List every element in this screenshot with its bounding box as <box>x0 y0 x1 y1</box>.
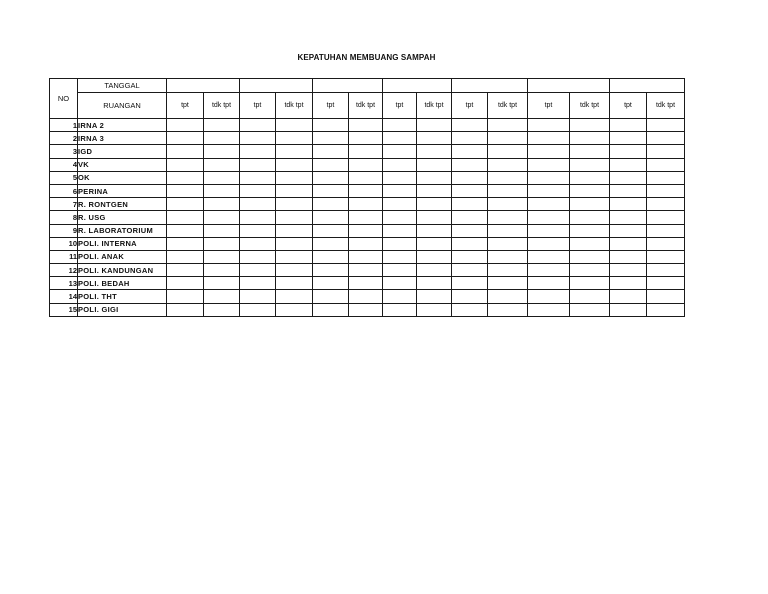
date-header-cell[interactable] <box>452 79 528 93</box>
cell-tdk-tpt[interactable] <box>276 198 313 211</box>
cell-tdk-tpt[interactable] <box>204 237 240 250</box>
header-ruangan: RUANGAN <box>78 93 167 119</box>
header-no: NO <box>50 79 78 119</box>
cell-tpt[interactable] <box>167 224 204 237</box>
cell-tpt[interactable] <box>610 198 647 211</box>
cell-tdk-tpt[interactable] <box>488 211 528 224</box>
cell-tdk-tpt[interactable] <box>570 250 610 263</box>
row-number: 4 <box>50 158 78 171</box>
date-header-cell[interactable] <box>313 79 383 93</box>
cell-tdk-tpt[interactable] <box>204 132 240 145</box>
row-number: 1 <box>50 119 78 132</box>
cell-tdk-tpt[interactable] <box>647 119 685 132</box>
row-number: 9 <box>50 224 78 237</box>
cell-tdk-tpt[interactable] <box>647 184 685 197</box>
cell-tdk-tpt[interactable] <box>417 198 452 211</box>
cell-tpt[interactable] <box>313 211 349 224</box>
cell-tpt[interactable] <box>452 158 488 171</box>
cell-tpt[interactable] <box>610 132 647 145</box>
table-row <box>50 158 685 171</box>
cell-tdk-tpt[interactable] <box>488 250 528 263</box>
cell-tpt[interactable] <box>167 119 204 132</box>
cell-tpt[interactable] <box>383 119 417 132</box>
table-row <box>50 171 685 184</box>
cell-tpt[interactable] <box>528 290 570 303</box>
cell-tpt[interactable] <box>610 145 647 158</box>
cell-tdk-tpt[interactable] <box>204 303 240 316</box>
cell-tdk-tpt[interactable] <box>349 290 383 303</box>
cell-tpt[interactable] <box>167 171 204 184</box>
header-row-tanggal <box>50 79 685 93</box>
room-name: IRNA 3 <box>78 132 167 145</box>
cell-tpt[interactable] <box>383 171 417 184</box>
row-number: 15 <box>50 303 78 316</box>
table-row <box>50 211 685 224</box>
cell-tdk-tpt[interactable] <box>349 237 383 250</box>
date-header-cell[interactable] <box>610 79 685 93</box>
row-number: 3 <box>50 145 78 158</box>
cell-tpt[interactable] <box>383 211 417 224</box>
cell-tpt[interactable] <box>167 158 204 171</box>
cell-tdk-tpt[interactable] <box>349 277 383 290</box>
cell-tpt[interactable] <box>528 158 570 171</box>
row-number: 11 <box>50 250 78 263</box>
cell-tpt[interactable] <box>528 119 570 132</box>
cell-tpt[interactable] <box>313 198 349 211</box>
room-name: PERINA <box>78 184 167 197</box>
cell-tdk-tpt[interactable] <box>204 158 240 171</box>
cell-tpt[interactable] <box>383 224 417 237</box>
cell-tdk-tpt[interactable] <box>276 145 313 158</box>
cell-tpt[interactable] <box>610 250 647 263</box>
room-name: POLI. BEDAH <box>78 277 167 290</box>
cell-tpt[interactable] <box>452 184 488 197</box>
cell-tdk-tpt[interactable] <box>349 119 383 132</box>
cell-tdk-tpt[interactable] <box>570 264 610 277</box>
cell-tdk-tpt[interactable] <box>349 171 383 184</box>
cell-tdk-tpt[interactable] <box>647 250 685 263</box>
cell-tdk-tpt[interactable] <box>417 277 452 290</box>
cell-tpt[interactable] <box>313 132 349 145</box>
cell-tpt[interactable] <box>452 211 488 224</box>
cell-tdk-tpt[interactable] <box>417 184 452 197</box>
header-tdk-tpt: tdk tpt <box>349 93 383 119</box>
header-tdk-tpt: tdk tpt <box>204 93 240 119</box>
cell-tdk-tpt[interactable] <box>647 198 685 211</box>
room-name: POLI. INTERNA <box>78 237 167 250</box>
cell-tdk-tpt[interactable] <box>276 119 313 132</box>
cell-tpt[interactable] <box>610 224 647 237</box>
header-tdk-tpt: tdk tpt <box>570 93 610 119</box>
cell-tpt[interactable] <box>383 303 417 316</box>
cell-tpt[interactable] <box>452 264 488 277</box>
cell-tpt[interactable] <box>383 132 417 145</box>
cell-tdk-tpt[interactable] <box>204 119 240 132</box>
row-number: 7 <box>50 198 78 211</box>
cell-tpt[interactable] <box>313 290 349 303</box>
cell-tdk-tpt[interactable] <box>276 290 313 303</box>
cell-tdk-tpt[interactable] <box>349 132 383 145</box>
cell-tdk-tpt[interactable] <box>276 237 313 250</box>
cell-tdk-tpt[interactable] <box>417 132 452 145</box>
cell-tdk-tpt[interactable] <box>417 171 452 184</box>
cell-tpt[interactable] <box>452 303 488 316</box>
cell-tdk-tpt[interactable] <box>417 119 452 132</box>
cell-tdk-tpt[interactable] <box>488 171 528 184</box>
page-title: KEPATUHAN MEMBUANG SAMPAH <box>297 53 436 62</box>
cell-tpt[interactable] <box>610 277 647 290</box>
header-tpt: tpt <box>528 93 570 119</box>
header-tanggal: TANGGAL <box>78 79 167 93</box>
cell-tdk-tpt[interactable] <box>570 211 610 224</box>
cell-tdk-tpt[interactable] <box>488 264 528 277</box>
cell-tpt[interactable] <box>313 119 349 132</box>
cell-tdk-tpt[interactable] <box>349 184 383 197</box>
cell-tpt[interactable] <box>313 250 349 263</box>
cell-tdk-tpt[interactable] <box>417 145 452 158</box>
cell-tpt[interactable] <box>528 211 570 224</box>
room-name: VK <box>78 158 167 171</box>
cell-tdk-tpt[interactable] <box>276 224 313 237</box>
cell-tdk-tpt[interactable] <box>204 211 240 224</box>
cell-tdk-tpt[interactable] <box>647 132 685 145</box>
cell-tdk-tpt[interactable] <box>647 171 685 184</box>
cell-tdk-tpt[interactable] <box>647 303 685 316</box>
cell-tpt[interactable] <box>313 303 349 316</box>
cell-tpt[interactable] <box>383 264 417 277</box>
cell-tpt[interactable] <box>167 132 204 145</box>
cell-tpt[interactable] <box>452 132 488 145</box>
cell-tpt[interactable] <box>167 250 204 263</box>
cell-tpt[interactable] <box>167 290 204 303</box>
cell-tpt[interactable] <box>167 264 204 277</box>
cell-tpt[interactable] <box>167 184 204 197</box>
cell-tdk-tpt[interactable] <box>647 277 685 290</box>
room-name: POLI. GIGI <box>78 303 167 316</box>
cell-tpt[interactable] <box>383 277 417 290</box>
room-name: POLI. ANAK <box>78 250 167 263</box>
date-header-cell[interactable] <box>528 79 610 93</box>
cell-tdk-tpt[interactable] <box>204 250 240 263</box>
cell-tdk-tpt[interactable] <box>488 158 528 171</box>
cell-tpt[interactable] <box>383 290 417 303</box>
header-tpt: tpt <box>610 93 647 119</box>
cell-tdk-tpt[interactable] <box>204 198 240 211</box>
row-number: 2 <box>50 132 78 145</box>
table-row <box>50 250 685 263</box>
table-row <box>50 264 685 277</box>
cell-tpt[interactable] <box>528 277 570 290</box>
cell-tpt[interactable] <box>240 277 276 290</box>
cell-tdk-tpt[interactable] <box>349 211 383 224</box>
cell-tdk-tpt[interactable] <box>570 277 610 290</box>
cell-tdk-tpt[interactable] <box>204 264 240 277</box>
cell-tdk-tpt[interactable] <box>488 145 528 158</box>
room-name: R. RONTGEN <box>78 198 167 211</box>
row-number: 10 <box>50 237 78 250</box>
cell-tdk-tpt[interactable] <box>488 277 528 290</box>
cell-tpt[interactable] <box>383 145 417 158</box>
cell-tdk-tpt[interactable] <box>647 145 685 158</box>
cell-tpt[interactable] <box>610 184 647 197</box>
cell-tpt[interactable] <box>167 211 204 224</box>
cell-tpt[interactable] <box>528 184 570 197</box>
cell-tdk-tpt[interactable] <box>570 145 610 158</box>
row-number: 5 <box>50 171 78 184</box>
room-name: R. USG <box>78 211 167 224</box>
cell-tdk-tpt[interactable] <box>570 198 610 211</box>
row-number: 6 <box>50 184 78 197</box>
cell-tdk-tpt[interactable] <box>204 184 240 197</box>
cell-tdk-tpt[interactable] <box>570 119 610 132</box>
cell-tpt[interactable] <box>313 224 349 237</box>
date-header-cell[interactable] <box>383 79 452 93</box>
cell-tpt[interactable] <box>610 158 647 171</box>
cell-tpt[interactable] <box>240 211 276 224</box>
cell-tpt[interactable] <box>452 198 488 211</box>
cell-tdk-tpt[interactable] <box>570 237 610 250</box>
cell-tdk-tpt[interactable] <box>349 145 383 158</box>
cell-tpt[interactable] <box>240 158 276 171</box>
cell-tdk-tpt[interactable] <box>204 290 240 303</box>
cell-tdk-tpt[interactable] <box>570 224 610 237</box>
table-row <box>50 132 685 145</box>
cell-tdk-tpt[interactable] <box>276 264 313 277</box>
cell-tpt[interactable] <box>240 237 276 250</box>
cell-tdk-tpt[interactable] <box>204 145 240 158</box>
cell-tdk-tpt[interactable] <box>417 290 452 303</box>
cell-tpt[interactable] <box>313 145 349 158</box>
cell-tdk-tpt[interactable] <box>204 277 240 290</box>
header-tpt: tpt <box>452 93 488 119</box>
cell-tpt[interactable] <box>383 158 417 171</box>
room-name: R. LABORATORIUM <box>78 224 167 237</box>
cell-tpt[interactable] <box>452 290 488 303</box>
cell-tpt[interactable] <box>383 237 417 250</box>
cell-tpt[interactable] <box>452 171 488 184</box>
compliance-table <box>49 78 685 317</box>
cell-tdk-tpt[interactable] <box>488 224 528 237</box>
table-row <box>50 184 685 197</box>
cell-tdk-tpt[interactable] <box>204 171 240 184</box>
cell-tdk-tpt[interactable] <box>488 132 528 145</box>
cell-tdk-tpt[interactable] <box>488 198 528 211</box>
row-number: 14 <box>50 290 78 303</box>
header-tpt: tpt <box>383 93 417 119</box>
cell-tdk-tpt[interactable] <box>417 224 452 237</box>
cell-tpt[interactable] <box>528 198 570 211</box>
cell-tdk-tpt[interactable] <box>349 303 383 316</box>
cell-tpt[interactable] <box>240 250 276 263</box>
cell-tpt[interactable] <box>240 171 276 184</box>
cell-tdk-tpt[interactable] <box>349 158 383 171</box>
table-row <box>50 277 685 290</box>
cell-tpt[interactable] <box>240 264 276 277</box>
cell-tdk-tpt[interactable] <box>417 250 452 263</box>
cell-tpt[interactable] <box>240 198 276 211</box>
cell-tpt[interactable] <box>528 224 570 237</box>
cell-tpt[interactable] <box>313 277 349 290</box>
cell-tpt[interactable] <box>383 198 417 211</box>
date-header-cell[interactable] <box>240 79 313 93</box>
cell-tdk-tpt[interactable] <box>488 303 528 316</box>
header-tdk-tpt: tdk tpt <box>647 93 685 119</box>
cell-tdk-tpt[interactable] <box>417 211 452 224</box>
cell-tdk-tpt[interactable] <box>276 158 313 171</box>
cell-tdk-tpt[interactable] <box>417 237 452 250</box>
cell-tpt[interactable] <box>610 211 647 224</box>
table-row <box>50 237 685 250</box>
cell-tpt[interactable] <box>167 198 204 211</box>
cell-tdk-tpt[interactable] <box>349 264 383 277</box>
cell-tpt[interactable] <box>167 277 204 290</box>
cell-tdk-tpt[interactable] <box>276 132 313 145</box>
cell-tpt[interactable] <box>313 171 349 184</box>
cell-tpt[interactable] <box>240 119 276 132</box>
cell-tdk-tpt[interactable] <box>647 211 685 224</box>
cell-tpt[interactable] <box>528 171 570 184</box>
cell-tdk-tpt[interactable] <box>570 132 610 145</box>
cell-tpt[interactable] <box>240 224 276 237</box>
cell-tpt[interactable] <box>240 290 276 303</box>
header-tpt: tpt <box>313 93 349 119</box>
cell-tdk-tpt[interactable] <box>276 303 313 316</box>
cell-tpt[interactable] <box>610 264 647 277</box>
date-header-cell[interactable] <box>167 79 240 93</box>
cell-tpt[interactable] <box>167 303 204 316</box>
cell-tdk-tpt[interactable] <box>647 224 685 237</box>
cell-tdk-tpt[interactable] <box>488 119 528 132</box>
cell-tpt[interactable] <box>313 184 349 197</box>
cell-tdk-tpt[interactable] <box>488 184 528 197</box>
cell-tdk-tpt[interactable] <box>570 290 610 303</box>
table-row <box>50 145 685 158</box>
table-row <box>50 290 685 303</box>
cell-tpt[interactable] <box>610 171 647 184</box>
cell-tpt[interactable] <box>610 119 647 132</box>
room-name: IGD <box>78 145 167 158</box>
cell-tpt[interactable] <box>528 250 570 263</box>
row-number: 13 <box>50 277 78 290</box>
cell-tdk-tpt[interactable] <box>488 290 528 303</box>
cell-tpt[interactable] <box>313 158 349 171</box>
cell-tdk-tpt[interactable] <box>417 303 452 316</box>
table-row <box>50 224 685 237</box>
cell-tpt[interactable] <box>528 132 570 145</box>
cell-tdk-tpt[interactable] <box>349 198 383 211</box>
table-row <box>50 303 685 316</box>
cell-tpt[interactable] <box>240 132 276 145</box>
cell-tpt[interactable] <box>610 290 647 303</box>
cell-tdk-tpt[interactable] <box>349 224 383 237</box>
table-row <box>50 198 685 211</box>
row-number: 8 <box>50 211 78 224</box>
cell-tpt[interactable] <box>167 237 204 250</box>
cell-tpt[interactable] <box>610 303 647 316</box>
cell-tdk-tpt[interactable] <box>349 250 383 263</box>
cell-tdk-tpt[interactable] <box>570 303 610 316</box>
cell-tdk-tpt[interactable] <box>570 171 610 184</box>
cell-tpt[interactable] <box>240 303 276 316</box>
row-number: 12 <box>50 264 78 277</box>
header-tdk-tpt: tdk tpt <box>417 93 452 119</box>
cell-tpt[interactable] <box>452 119 488 132</box>
cell-tpt[interactable] <box>240 145 276 158</box>
cell-tdk-tpt[interactable] <box>417 158 452 171</box>
cell-tpt[interactable] <box>452 277 488 290</box>
cell-tdk-tpt[interactable] <box>647 290 685 303</box>
room-name: OK <box>78 171 167 184</box>
cell-tpt[interactable] <box>313 264 349 277</box>
cell-tpt[interactable] <box>167 145 204 158</box>
room-name: POLI. KANDUNGAN <box>78 264 167 277</box>
cell-tpt[interactable] <box>383 184 417 197</box>
cell-tdk-tpt[interactable] <box>276 184 313 197</box>
cell-tpt[interactable] <box>452 224 488 237</box>
cell-tdk-tpt[interactable] <box>488 237 528 250</box>
cell-tdk-tpt[interactable] <box>647 237 685 250</box>
room-name: POLI. THT <box>78 290 167 303</box>
cell-tpt[interactable] <box>313 237 349 250</box>
cell-tdk-tpt[interactable] <box>276 171 313 184</box>
cell-tdk-tpt[interactable] <box>276 250 313 263</box>
cell-tpt[interactable] <box>383 250 417 263</box>
cell-tpt[interactable] <box>528 145 570 158</box>
cell-tpt[interactable] <box>240 184 276 197</box>
header-row-ruangan <box>50 93 685 119</box>
cell-tdk-tpt[interactable] <box>417 264 452 277</box>
cell-tdk-tpt[interactable] <box>276 277 313 290</box>
header-tpt: tpt <box>167 93 204 119</box>
cell-tpt[interactable] <box>528 264 570 277</box>
cell-tpt[interactable] <box>452 145 488 158</box>
cell-tdk-tpt[interactable] <box>570 184 610 197</box>
cell-tdk-tpt[interactable] <box>570 158 610 171</box>
cell-tpt[interactable] <box>452 237 488 250</box>
table-row <box>50 119 685 132</box>
cell-tdk-tpt[interactable] <box>276 211 313 224</box>
header-tpt: tpt <box>240 93 276 119</box>
cell-tpt[interactable] <box>528 303 570 316</box>
cell-tdk-tpt[interactable] <box>204 224 240 237</box>
header-tdk-tpt: tdk tpt <box>276 93 313 119</box>
header-tdk-tpt: tdk tpt <box>488 93 528 119</box>
cell-tdk-tpt[interactable] <box>647 264 685 277</box>
cell-tpt[interactable] <box>452 250 488 263</box>
cell-tpt[interactable] <box>610 237 647 250</box>
cell-tdk-tpt[interactable] <box>647 158 685 171</box>
room-name: IRNA 2 <box>78 119 167 132</box>
cell-tpt[interactable] <box>528 237 570 250</box>
